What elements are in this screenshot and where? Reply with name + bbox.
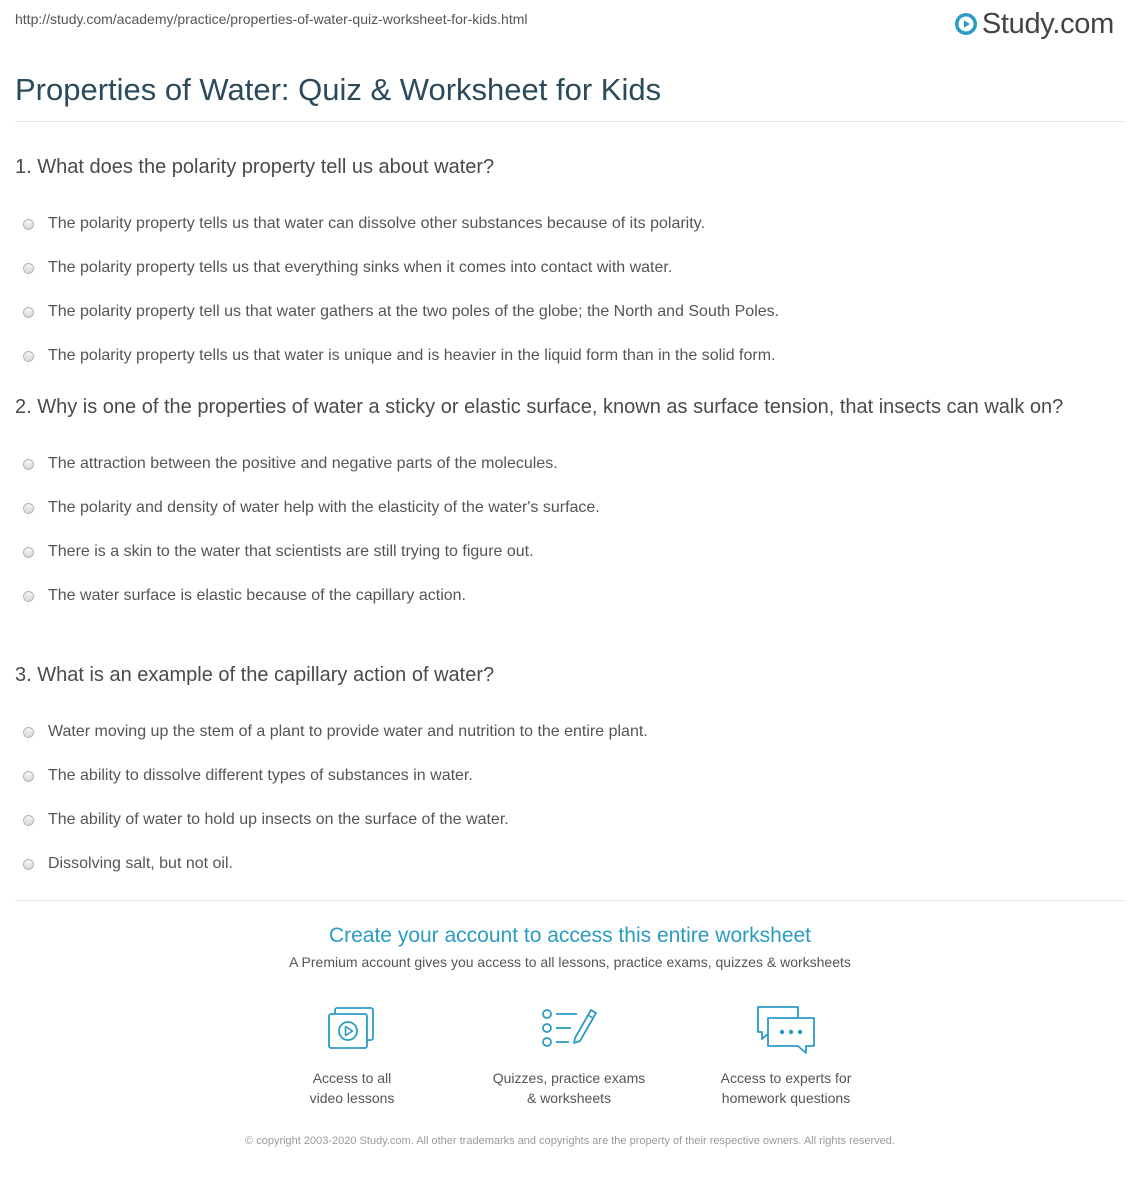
answer-label[interactable]: The polarity property tells us that everything sinks when it comes into contact with water. bbox=[48, 259, 673, 276]
radio-button[interactable] bbox=[23, 351, 34, 362]
question-1 bbox=[15, 153, 1115, 378]
quiz-checklist-icon bbox=[539, 1004, 599, 1056]
answer-label[interactable]: The polarity property tell us that water gathers at the two poles of the globe; the North and South Poles. bbox=[48, 303, 780, 320]
answer-label[interactable]: The attraction between the positive and negative parts of the molecules. bbox=[48, 455, 558, 472]
radio-button[interactable] bbox=[23, 263, 34, 274]
answer-label[interactable]: Water moving up the stem of a plant to provide water and nutrition to the entire plant. bbox=[48, 723, 648, 740]
radio-button[interactable] bbox=[23, 727, 34, 738]
answer-option[interactable] bbox=[23, 334, 1115, 378]
radio-button[interactable] bbox=[23, 859, 34, 870]
radio-button[interactable] bbox=[23, 547, 34, 558]
feature-video-lessons bbox=[252, 1004, 452, 1108]
answer-label[interactable]: The polarity property tells us that water can dissolve other substances because of its polarity. bbox=[48, 215, 705, 232]
radio-button[interactable] bbox=[23, 591, 34, 602]
question-text: 1. What does the polarity property tell us about water? bbox=[15, 156, 495, 178]
answer-label[interactable]: The water surface is elastic because of the capillary action. bbox=[48, 587, 466, 604]
answer-option[interactable] bbox=[23, 442, 1115, 486]
answer-label[interactable]: Dissolving salt, but not oil. bbox=[48, 855, 233, 872]
page-url: http://study.com/academy/practice/properties-of-water-quiz-worksheet-for-kids.html bbox=[15, 11, 528, 27]
answer-option[interactable] bbox=[23, 486, 1115, 530]
answer-option[interactable] bbox=[23, 842, 1115, 886]
study-com-logo[interactable] bbox=[954, 8, 1114, 40]
radio-button[interactable] bbox=[23, 815, 34, 826]
answer-label[interactable]: The ability of water to hold up insects on the surface of the water. bbox=[48, 811, 509, 828]
play-circle-icon bbox=[954, 12, 978, 36]
feature-label: Access to experts for homework questions bbox=[720, 1070, 852, 1106]
answer-option[interactable] bbox=[23, 710, 1115, 754]
page-title: Properties of Water: Quiz & Worksheet for Kids bbox=[15, 72, 662, 107]
feature-experts bbox=[686, 1004, 886, 1108]
radio-button[interactable] bbox=[23, 503, 34, 514]
feature-quizzes bbox=[469, 1004, 669, 1108]
logo-text: Study.com bbox=[981, 8, 1114, 40]
answer-option[interactable] bbox=[23, 530, 1115, 574]
answer-label[interactable]: The polarity and density of water help with the elasticity of the water's surface. bbox=[48, 499, 600, 516]
copyright-text: © copyright 2003-2020 Study.com. All other trademarks and copyrights are the property of their respective owners. All rights reserved. bbox=[245, 1135, 895, 1147]
radio-button[interactable] bbox=[23, 459, 34, 470]
cta-subtitle: A Premium account gives you access to all lessons, practice exams, quizzes & worksheets bbox=[289, 954, 851, 970]
answer-option[interactable] bbox=[23, 246, 1115, 290]
title-divider bbox=[15, 121, 1125, 122]
radio-button[interactable] bbox=[23, 771, 34, 782]
question-text: 3. What is an example of the capillary action of water? bbox=[15, 664, 495, 686]
create-account-link[interactable]: Create your account to access this entire worksheet bbox=[328, 924, 812, 947]
answer-label[interactable]: The polarity property tells us that water is unique and is heavier in the liquid form than in the solid form. bbox=[48, 347, 776, 364]
answer-option[interactable] bbox=[23, 798, 1115, 842]
video-lessons-icon bbox=[324, 1004, 380, 1056]
question-2 bbox=[15, 393, 1115, 618]
answer-option[interactable] bbox=[23, 754, 1115, 798]
question-3 bbox=[15, 661, 1115, 886]
answer-option[interactable] bbox=[23, 202, 1115, 246]
answer-option[interactable] bbox=[23, 290, 1115, 334]
radio-button[interactable] bbox=[23, 219, 34, 230]
answer-label[interactable]: The ability to dissolve different types of substances in water. bbox=[48, 767, 473, 784]
cta-divider bbox=[15, 900, 1125, 901]
answer-label[interactable]: There is a skin to the water that scientists are still trying to figure out. bbox=[48, 543, 534, 560]
chat-bubbles-icon bbox=[754, 1004, 818, 1056]
question-text: 2. Why is one of the properties of water a sticky or elastic surface, known as surface tension, that insects can walk on? bbox=[15, 396, 1064, 418]
answer-option[interactable] bbox=[23, 574, 1115, 618]
feature-label: Access to all video lessons bbox=[309, 1070, 395, 1106]
radio-button[interactable] bbox=[23, 307, 34, 318]
feature-label: Quizzes, practice exams & worksheets bbox=[492, 1070, 646, 1106]
